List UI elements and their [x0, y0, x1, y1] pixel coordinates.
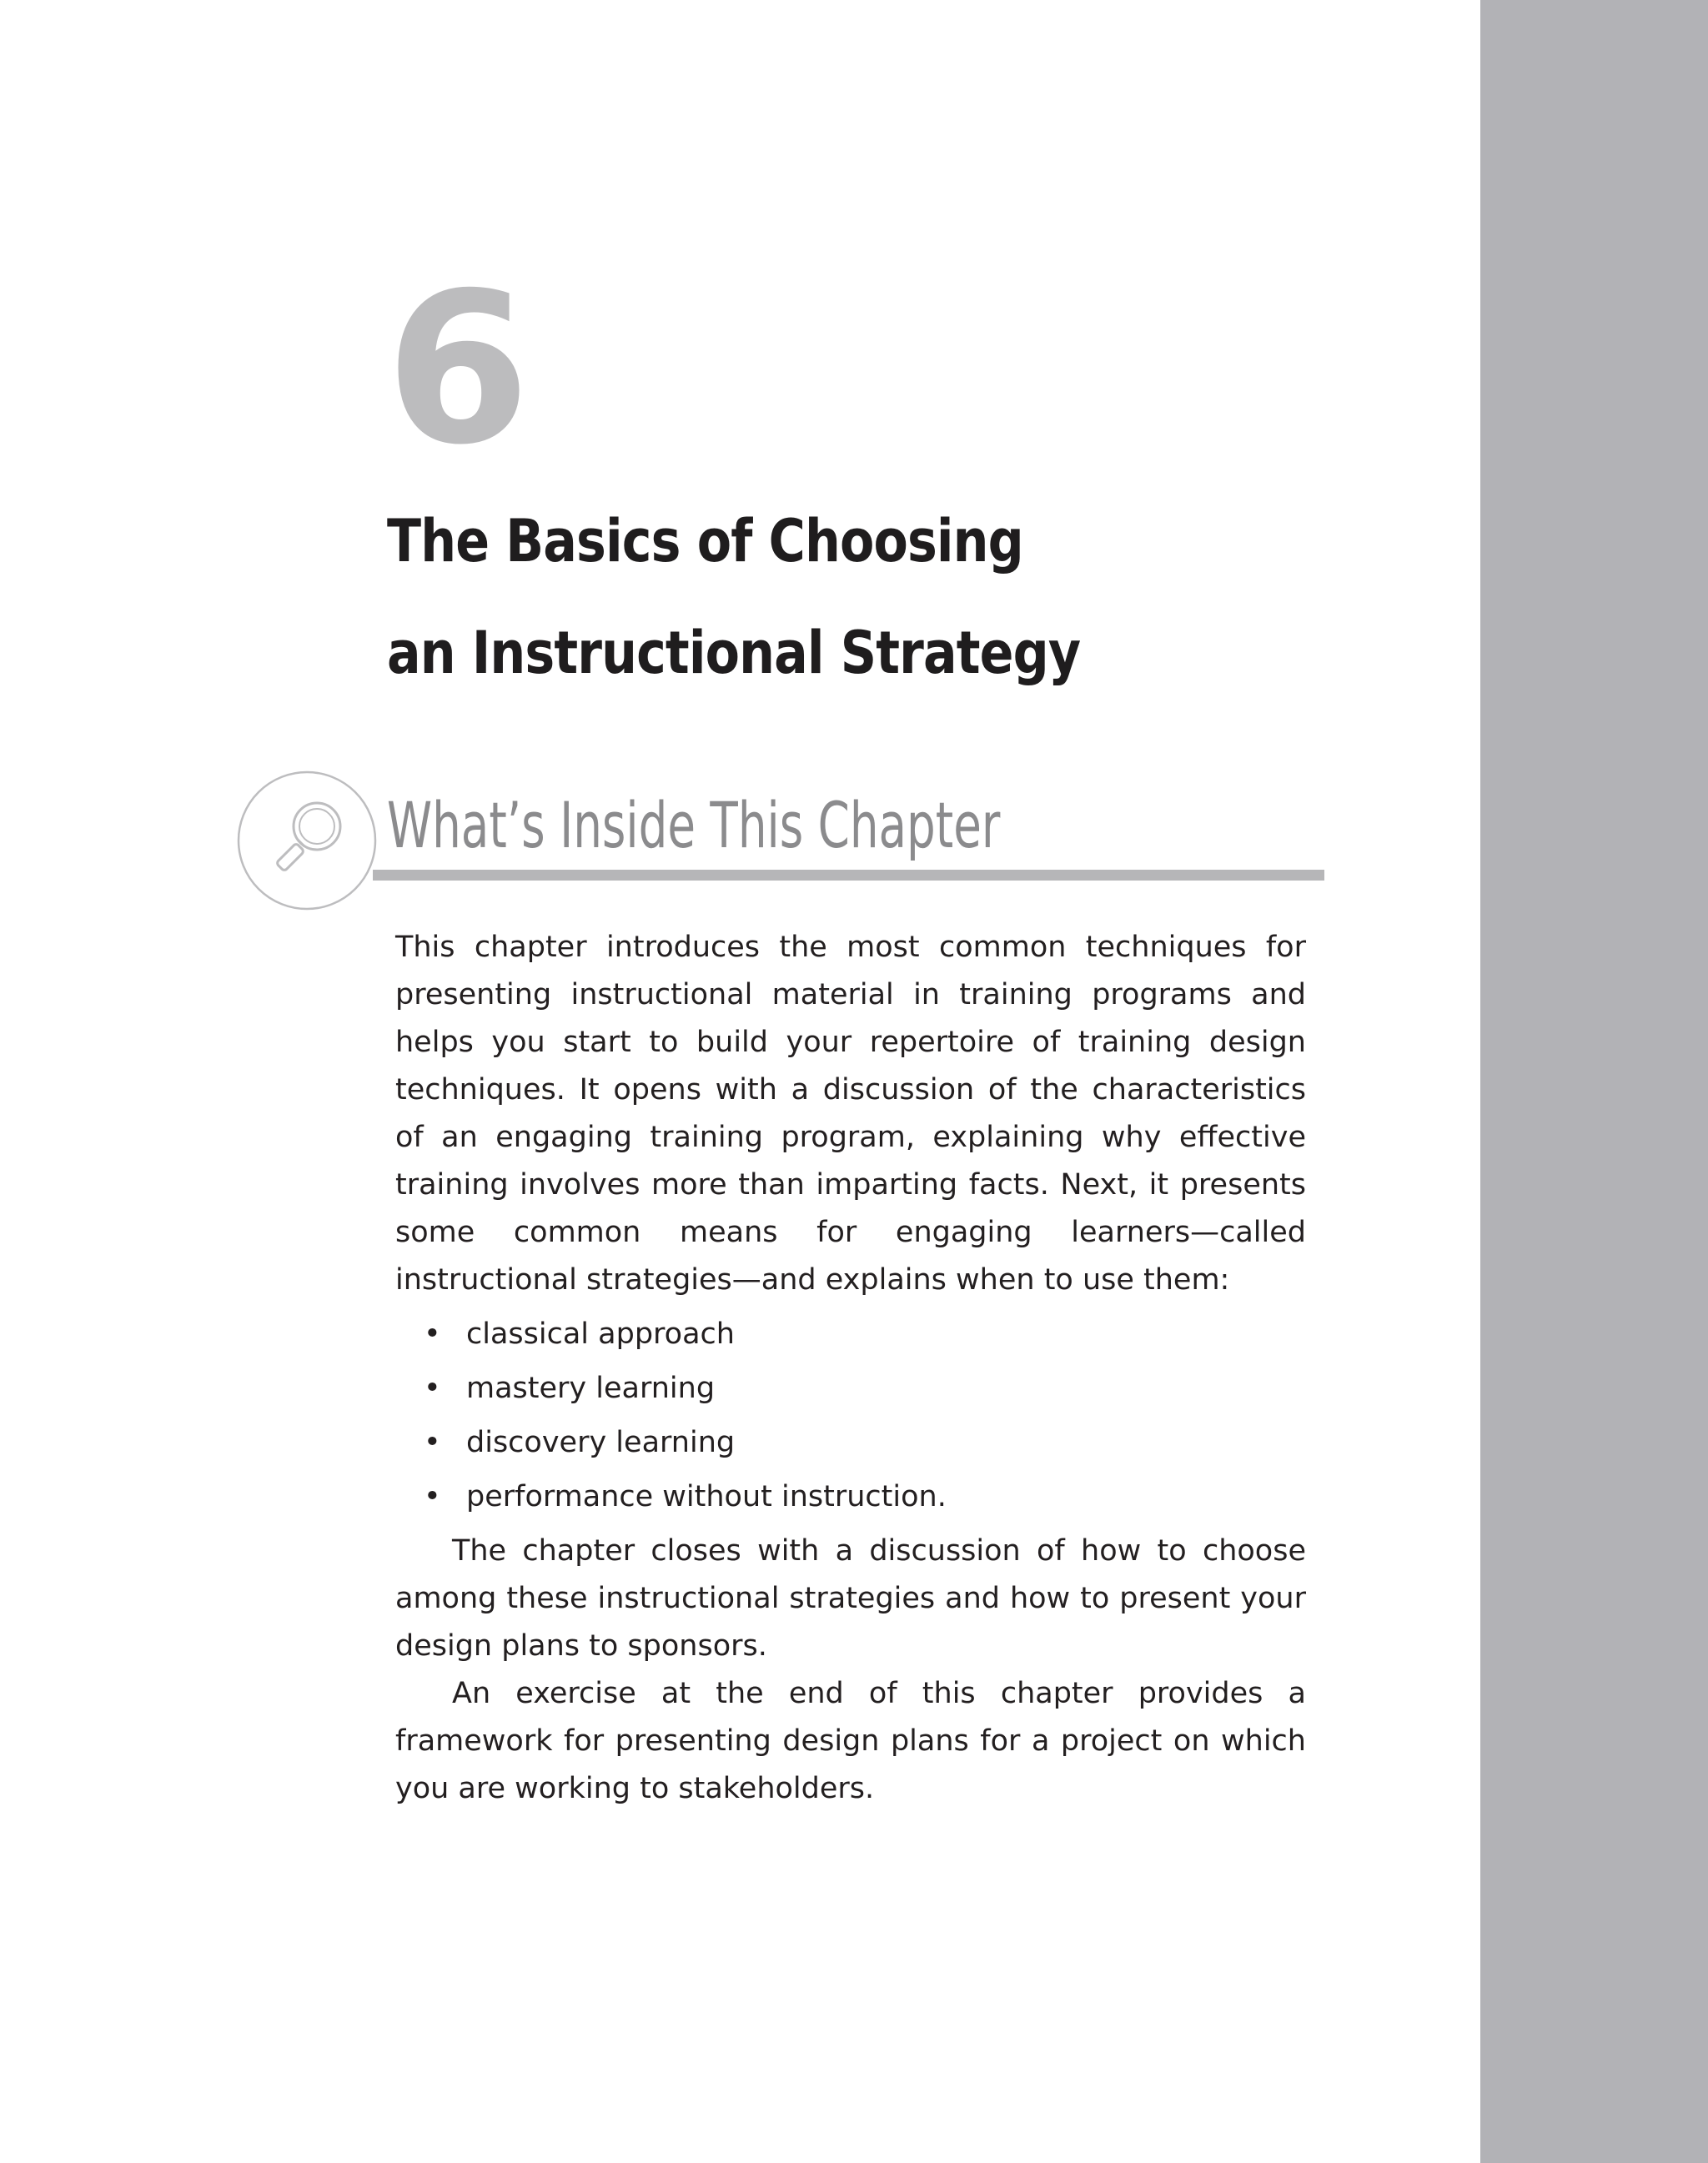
- list-item-text: mastery learning: [466, 1372, 716, 1405]
- chapter-number: 6: [385, 248, 527, 490]
- heading-rule: [373, 870, 1324, 881]
- strategy-list: [395, 1311, 1306, 1528]
- closing-paragraph: The chapter closes with a discussion of how to choose among these instructional strategies and how to present your design plans to sponsors.: [395, 1534, 1306, 1663]
- list-item: [395, 1311, 1306, 1365]
- list-item: [395, 1473, 1306, 1528]
- bullet-icon: •: [424, 1426, 441, 1459]
- intro-paragraph: This chapter introduces the most common techniques for presenting instructional material in training programs and helps you start to build your repertoire of training design techniques. It opens with a discussion of the characteristics of an engaging training program, explaining why effective training involves more than imparting facts. Next, it presents some common means for engaging learners—called instructional strategies—and explains when to use them:: [395, 931, 1306, 1297]
- magnifying-glass-icon: [236, 770, 378, 911]
- list-item-text: discovery learning: [466, 1426, 736, 1459]
- bullet-icon: •: [424, 1372, 441, 1405]
- chapter-title: [387, 485, 1248, 709]
- bullet-icon: •: [424, 1317, 441, 1351]
- list-item: [395, 1419, 1306, 1473]
- exercise-paragraph: An exercise at the end of this chapter provides a framework for presenting design plans for a project on which you are working to stakeholders.: [395, 1677, 1306, 1805]
- chapter-title-line-2: an Instructional Strategy: [387, 619, 1081, 687]
- list-item-text: performance without instruction.: [466, 1480, 947, 1513]
- list-item: [395, 1365, 1306, 1419]
- bullet-icon: •: [424, 1480, 441, 1513]
- inside-heading: What’s Inside This Chapter: [387, 788, 1001, 862]
- side-color-band: [1480, 0, 1708, 2163]
- chapter-title-line-1: The Basics of Choosing: [387, 507, 1023, 575]
- chapter-intro-body: [395, 924, 1306, 1813]
- list-item-text: classical approach: [466, 1317, 735, 1351]
